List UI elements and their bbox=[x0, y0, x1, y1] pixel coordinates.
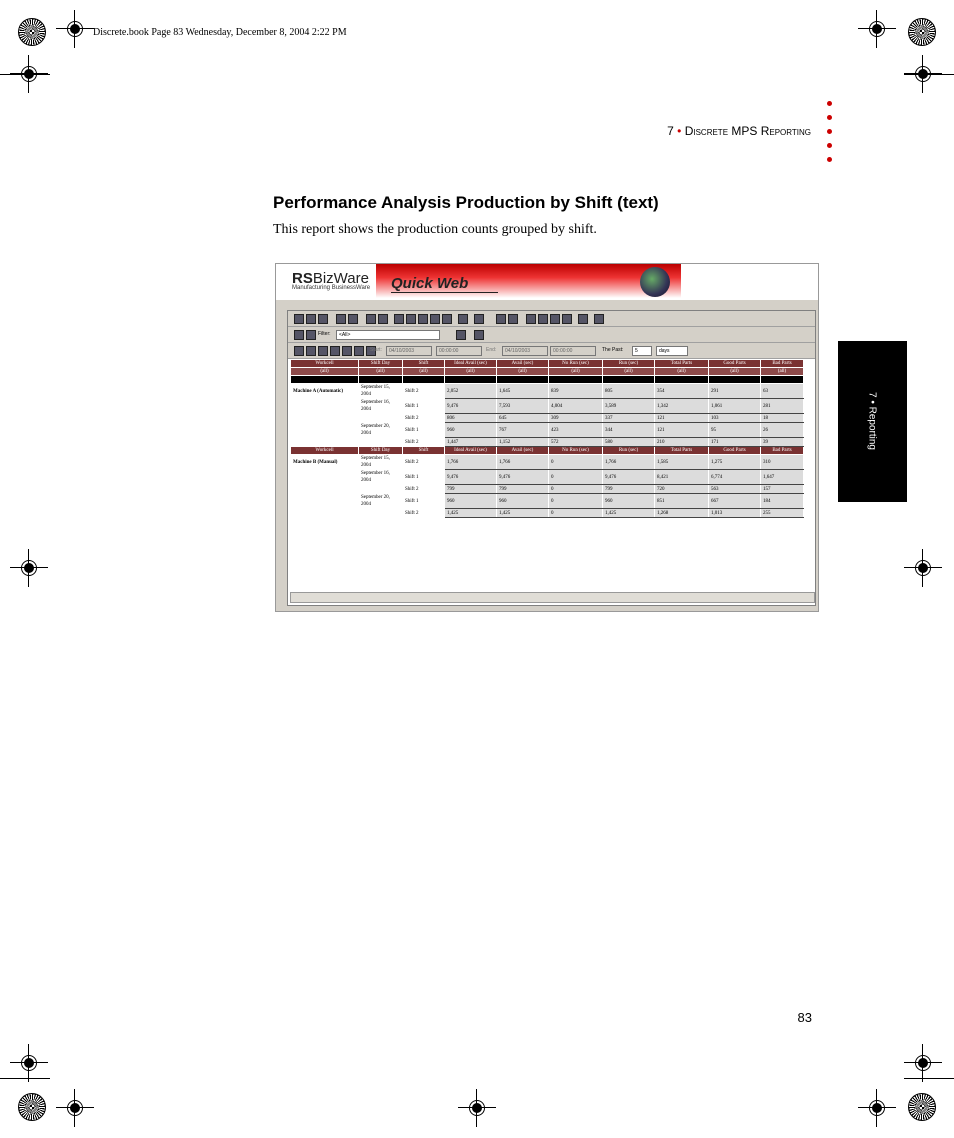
column-header[interactable]: Good Parts bbox=[709, 447, 761, 455]
value-cell: 121 bbox=[655, 423, 709, 438]
registration-mark bbox=[18, 1052, 40, 1074]
value-cell: 210 bbox=[655, 438, 709, 447]
column-header[interactable]: Shift Day bbox=[359, 360, 403, 368]
registration-mark bbox=[912, 1052, 934, 1074]
shift-day-cell: September 15, 2004 bbox=[359, 455, 403, 470]
value-cell: 121 bbox=[655, 414, 709, 423]
start-label: Start: bbox=[370, 347, 382, 353]
value-cell: 1,425 bbox=[603, 509, 655, 518]
shift-cell: Shift 1 bbox=[403, 470, 445, 485]
value-cell: 0 bbox=[549, 455, 603, 470]
registration-burst-bottom-right bbox=[908, 1093, 936, 1121]
report-table bbox=[290, 359, 804, 518]
value-cell: 423 bbox=[549, 423, 603, 438]
value-cell: 1,585 bbox=[655, 455, 709, 470]
value-cell: 26 bbox=[761, 423, 804, 438]
toolbar-icon[interactable] bbox=[318, 346, 328, 356]
value-cell: 337 bbox=[603, 414, 655, 423]
toolbar-icon[interactable] bbox=[594, 314, 604, 324]
workcell-cell bbox=[291, 423, 359, 438]
separator-row bbox=[291, 376, 804, 384]
value-cell: 281 bbox=[761, 399, 804, 414]
toolbar-icon[interactable] bbox=[306, 314, 316, 324]
workcell-cell bbox=[291, 485, 359, 494]
value-cell: 851 bbox=[655, 494, 709, 509]
shift-cell: Shift 1 bbox=[403, 423, 445, 438]
shift-day-cell: September 20, 2004 bbox=[359, 423, 403, 438]
toolbar-icon[interactable] bbox=[578, 314, 588, 324]
value-cell: 1,447 bbox=[445, 438, 497, 447]
shift-cell: Shift 2 bbox=[403, 455, 445, 470]
crop-line bbox=[904, 1078, 954, 1079]
filter-cell[interactable]: (all) bbox=[403, 368, 445, 376]
registration-mark bbox=[64, 18, 86, 40]
registration-mark bbox=[18, 557, 40, 579]
value-cell: 563 bbox=[709, 485, 761, 494]
filter-toolbar bbox=[288, 327, 815, 343]
filter-cell[interactable]: (all) bbox=[549, 368, 603, 376]
crop-line bbox=[0, 74, 50, 75]
running-head bbox=[667, 124, 811, 138]
value-cell: 1,766 bbox=[603, 455, 655, 470]
value-cell: 960 bbox=[445, 494, 497, 509]
value-cell: 309 bbox=[549, 414, 603, 423]
value-cell: 95 bbox=[709, 423, 761, 438]
filter-cell[interactable]: (all) bbox=[291, 368, 359, 376]
chapter-number: 7 bbox=[667, 124, 674, 138]
value-cell: 839 bbox=[549, 384, 603, 399]
first-page-icon[interactable] bbox=[526, 314, 536, 324]
shift-cell: Shift 2 bbox=[403, 438, 445, 447]
section-title: Performance Analysis Production by Shift (text) bbox=[273, 193, 659, 212]
shift-day-cell bbox=[359, 485, 403, 494]
column-header[interactable]: Run (sec) bbox=[603, 360, 655, 368]
column-header[interactable]: Shift Day bbox=[359, 447, 403, 455]
column-header[interactable]: Workcell bbox=[291, 447, 359, 455]
table-row bbox=[291, 414, 804, 423]
report-screenshot bbox=[275, 263, 819, 612]
value-cell: 799 bbox=[445, 485, 497, 494]
value-cell: 6,774 bbox=[709, 470, 761, 485]
shift-cell: Shift 1 bbox=[403, 399, 445, 414]
value-cell: 8,421 bbox=[655, 470, 709, 485]
table-row bbox=[291, 470, 804, 485]
filter-cell[interactable]: (all) bbox=[445, 368, 497, 376]
column-header[interactable]: Run (sec) bbox=[603, 447, 655, 455]
table-row bbox=[291, 485, 804, 494]
logo-tagline: Manufacturing BusinessWare bbox=[292, 285, 371, 291]
running-head-bullet: • bbox=[677, 124, 682, 138]
workcell-cell bbox=[291, 414, 359, 423]
shift-day-cell bbox=[359, 509, 403, 518]
value-cell: 1,766 bbox=[445, 455, 497, 470]
toolbar-icon[interactable] bbox=[330, 346, 340, 356]
value-cell: 720 bbox=[655, 485, 709, 494]
toolbar-icon[interactable] bbox=[474, 330, 484, 340]
value-cell: 667 bbox=[709, 494, 761, 509]
app-banner bbox=[276, 264, 818, 300]
column-header[interactable]: Ideal Avail (sec) bbox=[445, 360, 497, 368]
table-row bbox=[291, 509, 804, 518]
value-cell: 1,061 bbox=[709, 399, 761, 414]
section-description: This report shows the production counts grouped by shift. bbox=[273, 222, 597, 237]
column-header[interactable]: No Run (sec) bbox=[549, 447, 603, 455]
value-cell: 1,425 bbox=[497, 509, 549, 518]
page-number: 83 bbox=[797, 1010, 812, 1025]
value-cell: 960 bbox=[603, 494, 655, 509]
registration-mark bbox=[64, 1097, 86, 1119]
shift-cell: Shift 1 bbox=[403, 494, 445, 509]
value-cell: 171 bbox=[709, 438, 761, 447]
table-row bbox=[291, 494, 804, 509]
value-cell: 344 bbox=[603, 423, 655, 438]
product-name: Quick Web bbox=[391, 275, 498, 293]
value-cell: 2,052 bbox=[445, 384, 497, 399]
table-row bbox=[291, 455, 804, 470]
column-header[interactable]: Ideal Avail (sec) bbox=[445, 447, 497, 455]
value-cell: 18 bbox=[761, 414, 804, 423]
value-cell: 4,004 bbox=[549, 399, 603, 414]
toolbar-icon[interactable] bbox=[348, 314, 358, 324]
column-header[interactable]: Avail (sec) bbox=[497, 360, 549, 368]
filter-row bbox=[291, 368, 804, 376]
date-toolbar bbox=[288, 343, 815, 359]
print-header: Discrete.book Page 83 Wednesday, December 8, 2004 2:22 PM bbox=[93, 27, 347, 38]
grid-icon[interactable] bbox=[394, 314, 404, 324]
next-page-icon[interactable] bbox=[550, 314, 560, 324]
filter-cell[interactable]: (all) bbox=[359, 368, 403, 376]
zoom-out-icon[interactable] bbox=[508, 314, 518, 324]
crop-line bbox=[0, 1078, 50, 1079]
shift-cell: Shift 2 bbox=[403, 509, 445, 518]
chapter-title: Discrete MPS Reporting bbox=[684, 124, 811, 138]
value-cell: 354 bbox=[655, 384, 709, 399]
filter-select[interactable]: <All> bbox=[336, 330, 440, 340]
shift-day-cell: September 15, 2004 bbox=[359, 384, 403, 399]
value-cell: 799 bbox=[497, 485, 549, 494]
clock-icon[interactable] bbox=[306, 346, 316, 356]
shift-cell: Shift 2 bbox=[403, 485, 445, 494]
registration-mark bbox=[866, 1097, 888, 1119]
value-cell: 0 bbox=[549, 485, 603, 494]
value-cell: 1,152 bbox=[497, 438, 549, 447]
filter-cell[interactable]: (all) bbox=[497, 368, 549, 376]
value-cell: 1,268 bbox=[655, 509, 709, 518]
value-cell: 799 bbox=[603, 485, 655, 494]
value-cell: 0 bbox=[549, 470, 603, 485]
value-cell: 255 bbox=[761, 509, 804, 518]
print-icon[interactable] bbox=[336, 314, 346, 324]
past-label: The Past: bbox=[602, 347, 624, 353]
start-time-field[interactable]: 00:00:00 bbox=[436, 346, 482, 356]
value-cell: 806 bbox=[445, 414, 497, 423]
value-cell: 184 bbox=[761, 494, 804, 509]
column-header[interactable]: Shift bbox=[403, 360, 445, 368]
workcell-cell bbox=[291, 509, 359, 518]
toolbar-icon[interactable] bbox=[318, 314, 328, 324]
column-header[interactable]: Bad Parts bbox=[761, 360, 804, 368]
value-cell: 9,476 bbox=[445, 470, 497, 485]
toolbar-icon[interactable] bbox=[354, 346, 364, 356]
value-cell: 1,766 bbox=[497, 455, 549, 470]
side-tab bbox=[838, 341, 907, 502]
value-cell: 1,275 bbox=[709, 455, 761, 470]
chart-icon[interactable] bbox=[418, 314, 428, 324]
table-row bbox=[291, 384, 804, 399]
workcell-cell: Machine B (Manual) bbox=[291, 455, 359, 470]
value-cell: 1,425 bbox=[445, 509, 497, 518]
value-cell: 0 bbox=[549, 509, 603, 518]
toolbar-icon[interactable] bbox=[294, 346, 304, 356]
side-tab-label: 7 • Reporting bbox=[866, 392, 878, 450]
value-cell: 1,013 bbox=[709, 509, 761, 518]
shift-day-cell: September 16, 2004 bbox=[359, 399, 403, 414]
value-cell: 7,593 bbox=[497, 399, 549, 414]
shift-day-cell: September 20, 2004 bbox=[359, 494, 403, 509]
end-date-field[interactable]: 04/10/2003 bbox=[502, 346, 548, 356]
shift-day-cell bbox=[359, 438, 403, 447]
value-cell: 3,589 bbox=[603, 399, 655, 414]
filter-cell[interactable]: (all) bbox=[603, 368, 655, 376]
filter-icon[interactable] bbox=[306, 330, 316, 340]
start-date-field[interactable]: 04/10/2003 bbox=[386, 346, 432, 356]
chart-icon[interactable] bbox=[406, 314, 416, 324]
prev-page-icon[interactable] bbox=[538, 314, 548, 324]
value-cell: 157 bbox=[761, 485, 804, 494]
past-unit-select[interactable]: days bbox=[656, 346, 688, 356]
workcell-cell bbox=[291, 438, 359, 447]
text-icon[interactable] bbox=[442, 314, 452, 324]
value-cell: 960 bbox=[445, 423, 497, 438]
value-cell: 9,476 bbox=[603, 470, 655, 485]
save-icon[interactable] bbox=[474, 314, 484, 324]
shift-day-cell: September 16, 2004 bbox=[359, 470, 403, 485]
crop-line bbox=[904, 74, 954, 75]
table-row bbox=[291, 399, 804, 414]
registration-burst-bottom-left bbox=[18, 1093, 46, 1121]
last-page-icon[interactable] bbox=[562, 314, 572, 324]
value-cell: 9,476 bbox=[497, 470, 549, 485]
registration-burst-top-left bbox=[18, 18, 46, 46]
value-cell: 103 bbox=[709, 414, 761, 423]
value-cell: 310 bbox=[761, 455, 804, 470]
value-cell: 645 bbox=[497, 414, 549, 423]
past-value-field[interactable]: 5 bbox=[632, 346, 652, 356]
value-cell: 1,645 bbox=[497, 384, 549, 399]
report-window bbox=[287, 310, 816, 606]
column-header[interactable]: No Run (sec) bbox=[549, 360, 603, 368]
toolbar-icon[interactable] bbox=[294, 314, 304, 324]
column-header[interactable]: Total Parts bbox=[655, 360, 709, 368]
toolbar-icon[interactable] bbox=[458, 314, 468, 324]
column-header-row bbox=[291, 360, 804, 368]
column-header[interactable]: Shift bbox=[403, 447, 445, 455]
toolbar-icon[interactable] bbox=[378, 314, 388, 324]
value-cell: 580 bbox=[603, 438, 655, 447]
shift-cell: Shift 2 bbox=[403, 384, 445, 399]
value-cell: 960 bbox=[497, 494, 549, 509]
column-header[interactable]: Good Parts bbox=[709, 360, 761, 368]
workcell-cell bbox=[291, 494, 359, 509]
registration-mark bbox=[912, 557, 934, 579]
workcell-cell: Machine A (Automatic) bbox=[291, 384, 359, 399]
filter-cell[interactable]: (all) bbox=[761, 368, 804, 376]
value-cell: 0 bbox=[549, 494, 603, 509]
value-cell: 1,342 bbox=[655, 399, 709, 414]
toolbar-icon[interactable] bbox=[456, 330, 466, 340]
globe-icon bbox=[640, 267, 670, 297]
rsbizware-logo: RSBizWare bbox=[292, 270, 369, 287]
end-label: End: bbox=[486, 347, 497, 353]
value-cell: 9,476 bbox=[445, 399, 497, 414]
red-dot-column bbox=[827, 101, 832, 171]
registration-mark bbox=[466, 1097, 488, 1119]
shift-cell: Shift 2 bbox=[403, 414, 445, 423]
filter-label: Filter: bbox=[318, 331, 331, 337]
table-row bbox=[291, 423, 804, 438]
value-cell: 1,647 bbox=[761, 470, 804, 485]
column-header[interactable]: Workcell bbox=[291, 360, 359, 368]
workcell-cell bbox=[291, 470, 359, 485]
filter-cell[interactable]: (all) bbox=[655, 368, 709, 376]
zoom-in-icon[interactable] bbox=[496, 314, 506, 324]
value-cell: 291 bbox=[709, 384, 761, 399]
toolbar-icon[interactable] bbox=[366, 314, 376, 324]
value-cell: 767 bbox=[497, 423, 549, 438]
column-header[interactable]: Bad Parts bbox=[761, 447, 804, 455]
value-cell: 572 bbox=[549, 438, 603, 447]
chart-icon[interactable] bbox=[430, 314, 440, 324]
registration-burst-top-right bbox=[908, 18, 936, 46]
table-row bbox=[291, 438, 804, 447]
column-header-row bbox=[291, 447, 804, 455]
filter-cell[interactable]: (all) bbox=[709, 368, 761, 376]
column-header[interactable]: Avail (sec) bbox=[497, 447, 549, 455]
end-time-field[interactable]: 00:00:00 bbox=[550, 346, 596, 356]
shift-day-cell bbox=[359, 414, 403, 423]
value-cell: 805 bbox=[603, 384, 655, 399]
filter-icon[interactable] bbox=[294, 330, 304, 340]
main-toolbar bbox=[288, 311, 815, 327]
workcell-cell bbox=[291, 399, 359, 414]
toolbar-icon[interactable] bbox=[342, 346, 352, 356]
horizontal-scrollbar[interactable] bbox=[290, 592, 815, 603]
value-cell: 63 bbox=[761, 384, 804, 399]
value-cell: 39 bbox=[761, 438, 804, 447]
registration-mark bbox=[866, 18, 888, 40]
column-header[interactable]: Total Parts bbox=[655, 447, 709, 455]
